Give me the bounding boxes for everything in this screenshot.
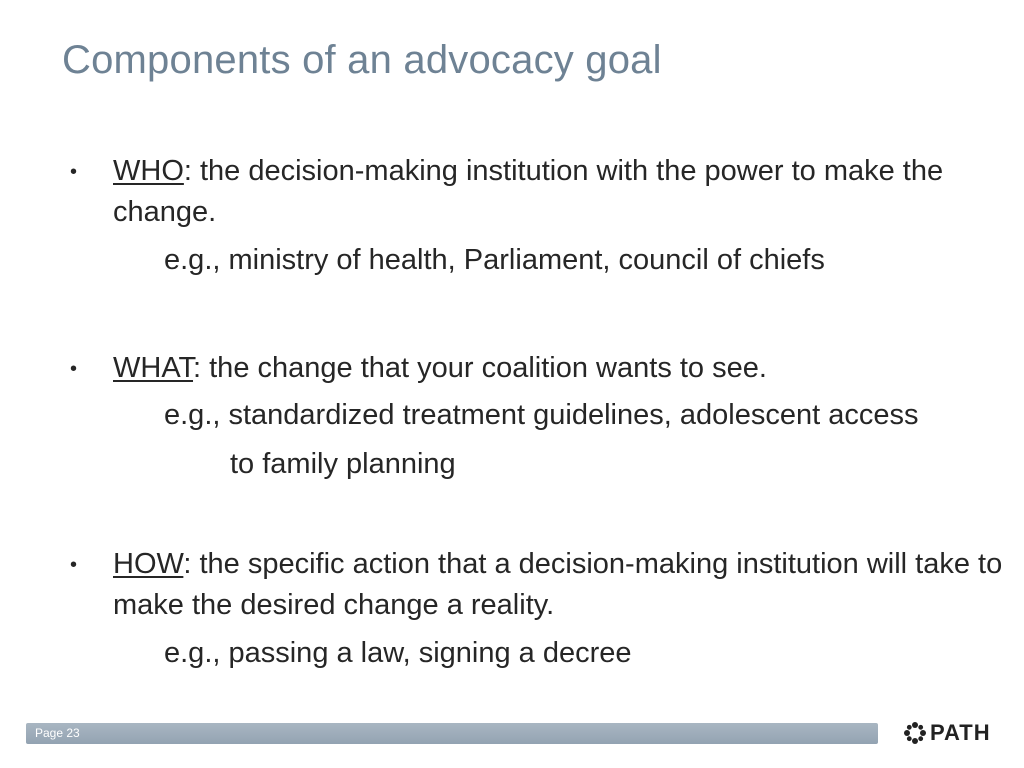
- path-logo-icon: [903, 721, 927, 745]
- path-logo-text: PATH: [930, 720, 991, 745]
- bullet-term: WHO: [113, 155, 184, 187]
- footer-bar: [26, 723, 878, 744]
- page-number: Page 23: [35, 726, 80, 740]
- bullet-marker: •: [70, 358, 78, 380]
- bullet-definition: : the specific action that a decision-making institution will take to make the desired change a reality.: [113, 548, 1003, 621]
- path-logo: [903, 719, 991, 747]
- bullet-marker: •: [70, 161, 78, 183]
- bullet-example-continued: to family planning: [230, 448, 456, 480]
- bullet-term: WHAT: [113, 352, 194, 384]
- slide-title: Components of an advocacy goal: [62, 38, 662, 82]
- bullet-definition: : the change that your coalition wants to see.: [193, 352, 767, 384]
- bullet-text: [113, 348, 1003, 389]
- bullet-example: e.g., standardized treatment guidelines, adolescent access: [164, 399, 919, 431]
- bullet-text: [113, 544, 1003, 626]
- bullet-example: e.g., ministry of health, Parliament, council of chiefs: [164, 244, 825, 276]
- bullet-marker: •: [70, 554, 78, 576]
- bullet-term: HOW: [113, 548, 184, 580]
- bullet-example: e.g., passing a law, signing a decree: [164, 637, 632, 669]
- bullet-text: [113, 151, 1003, 233]
- bullet-definition: : the decision-making institution with the power to make the change.: [113, 155, 944, 228]
